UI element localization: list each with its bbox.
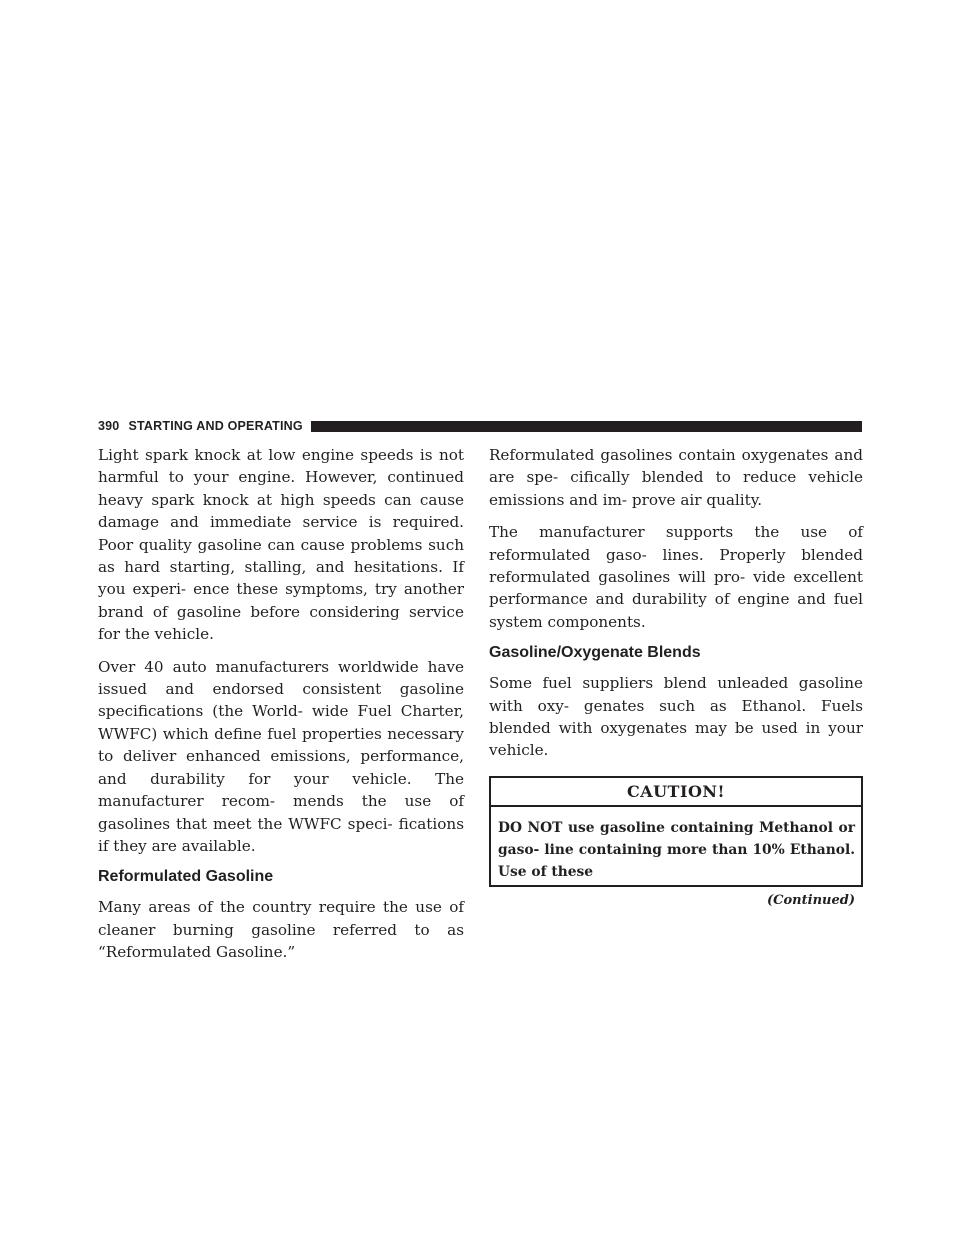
page-number: 390 [98,419,120,433]
heading-oxygenate-blends: Gasoline/Oxygenate Blends [489,644,701,662]
section-title: STARTING AND OPERATING [128,419,303,433]
paragraph-oxygenate-blends: Some fuel suppliers blend unleaded gasoline with oxy- genates such as Ethanol. Fuels blended with oxygenates may be used in your vehicle. [489,674,863,760]
header-rule [311,421,862,432]
paragraph-wwfc: Over 40 auto manufacturers worldwide have issued and endorsed consistent gasoline specifications (the World- wide Fuel Charter, WWFC) which define fuel properties necessary to deliver enhanced emissions, performance, and durability for your vehicle. The manufacturer recom- mends the use of gasolines that meet the WWFC speci- fications if they are available. [98,657,464,855]
caution-text: DO NOT use gasoline containing Methanol or gaso- line containing more than 10% Ethanol. Use of these [498,819,855,880]
paragraph-spark-knock: Light spark knock at low engine speeds is not harmful to your engine. However, continued heavy spark knock at high speeds can cause damage and immediate service is required. Poor quality gasoline can cause problems such as hard starting, stalling, and hesitations. If you experi- ence these symptoms, try another brand of gasoline before considering service for the vehicle. [98,446,464,644]
right-column [489,444,863,908]
continued-label: (Continued) [767,892,855,908]
page-header [98,418,862,434]
paragraph-reformulated-intro: Many areas of the country require the use of cleaner burning gasoline referred to as “Reformulated Gasoline.” [98,898,464,962]
left-column [98,444,464,974]
paragraph-manufacturer-support: The manufacturer supports the use of reformulated gaso- lines. Properly blended reformulated gasolines will pro- vide excellent performance and durability of engine and fuel system components. [489,523,863,631]
caution-box [489,776,863,887]
paragraph-reformulated-oxygenates: Reformulated gasolines contain oxygenates and are spe- cifically blended to reduce vehicle emissions and im- prove air quality. [489,446,863,509]
caution-title: CAUTION! [491,778,861,807]
heading-reformulated-gasoline: Reformulated Gasoline [98,868,274,886]
